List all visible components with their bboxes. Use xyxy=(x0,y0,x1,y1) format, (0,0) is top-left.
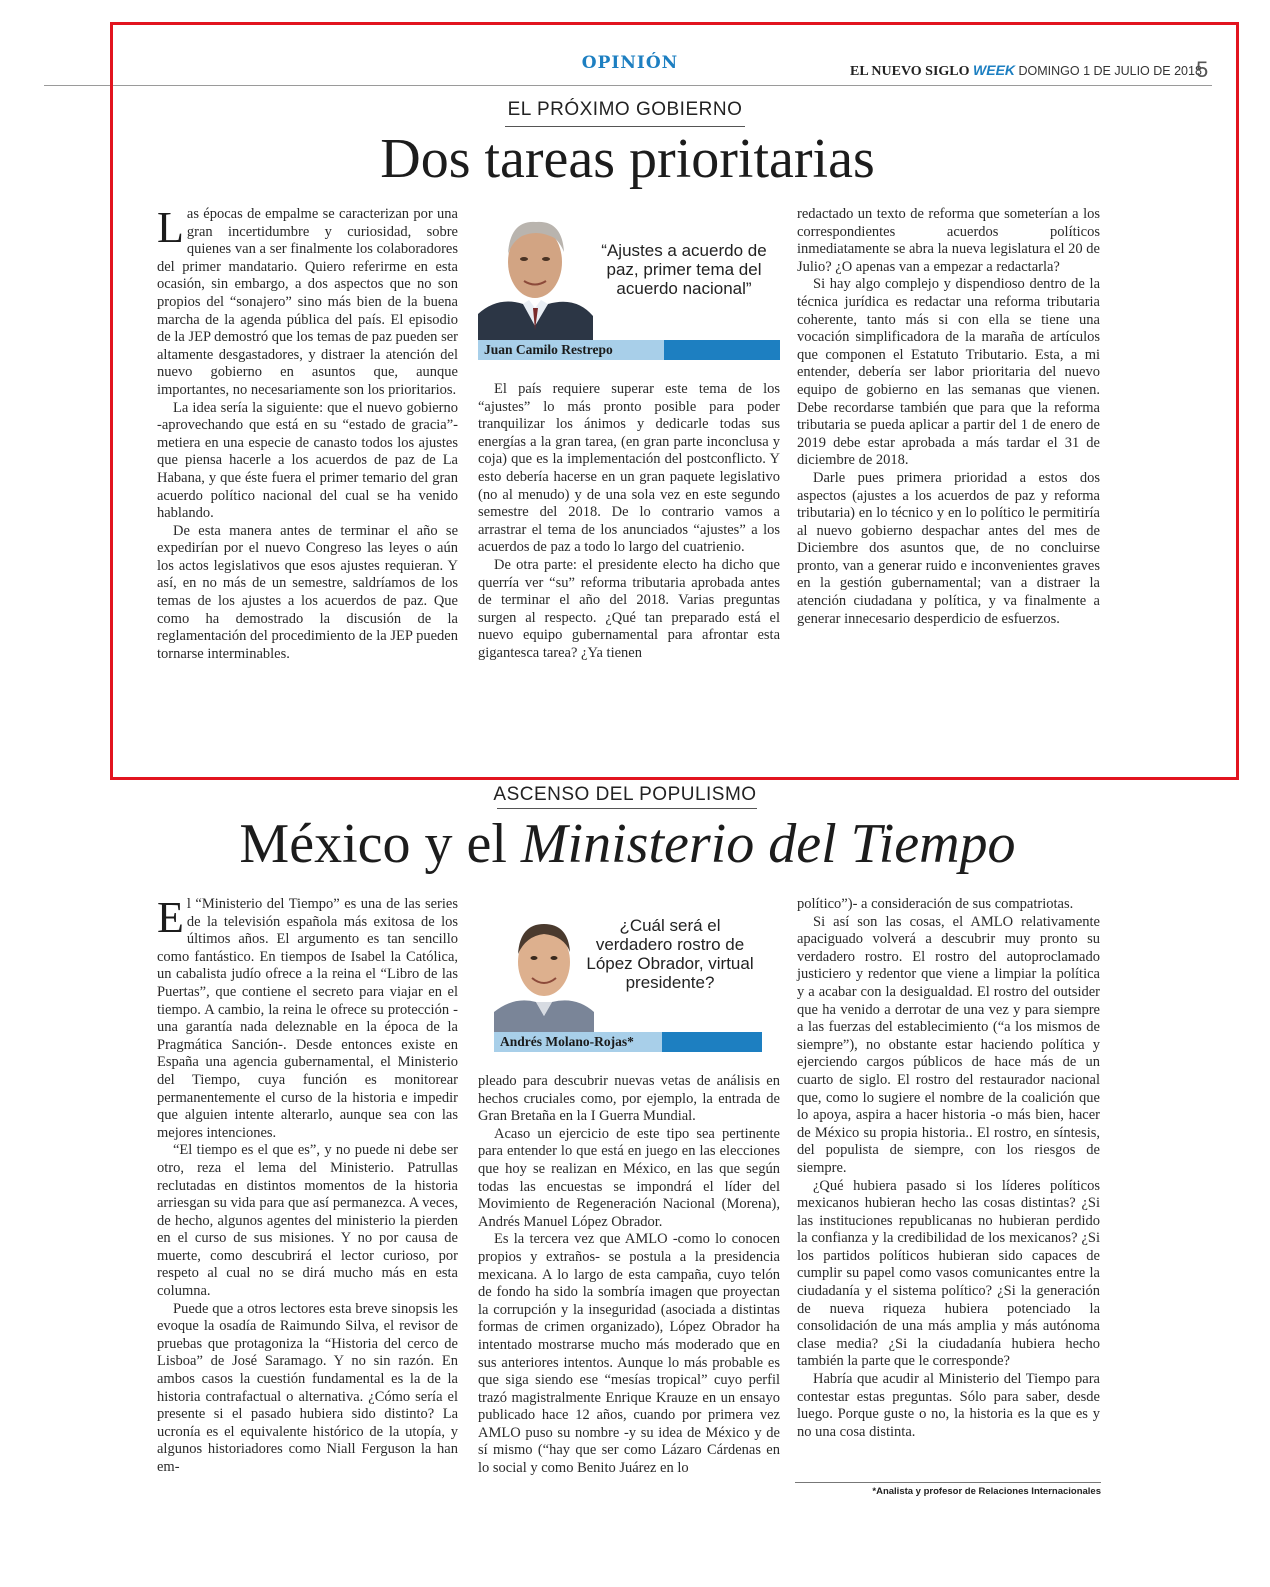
article2-headline xyxy=(140,812,1115,876)
paragraph: De esta manera antes de terminar el año se expedirían por el nuevo Congreso las leyes o aún los actos legislativos que esos ajustes requieran. Y así, en no más de un semestre, saldríamos de los temas de los ajustes a los acuerdos de paz. Que como ha demostrado la discusión de la reglamentación del procedimiento de la JEP pueden tornarse interminables. xyxy=(157,522,458,662)
article2-column-2 xyxy=(478,1073,780,1478)
article2-pull-quote: ¿Cuál será el verdadero rostro de López Obrador, virtual presidente? xyxy=(586,916,754,992)
paragraph: Acaso un ejercicio de este tipo sea pertinente para entender lo que está en juego en las elecciones que hoy se realizan en México, en las que según todas las encuestas se impondrá el líder del Movimiento de Regeneración Nacional (Morena), Andrés Manuel López Obrador. xyxy=(478,1125,780,1230)
article1-column-2 xyxy=(478,381,780,663)
paragraph: Si hay algo complejo y dispendioso dentro de la técnica jurídica es redactar una reforma tributaria coherente, tanto más si con ella se tiene una vocación simplificadora de la maraña de artículos que componen el Estatuto Tributario. Esta, a mi entender, debería ser labor prioritaria del nuevo equipo de gobierno en las semanas que vienen. Debe recordarse también que para que la reforma tributaria se pueda aplicar a partir del 1 de enero de 2019 debe estar aprobada a más tardar el 31 de diciembre de 2018. xyxy=(797,276,1100,469)
author-name: Juan Camilo Restrepo xyxy=(478,340,664,360)
footnote-rule xyxy=(795,1482,1101,1483)
author-photo xyxy=(494,900,594,1035)
article2-column-3 xyxy=(797,896,1100,1441)
headline-italic: Ministerio del Tiempo xyxy=(520,813,1016,875)
paragraph: ¿Qué hubiera pasado si los líderes políticos mexicanos hubieran hecho las cosas distintas? ¿Si las instituciones republicanas no hubieran perdido la confianza y la credibilidad de los mexicanos? ¿Si los partidos políticos hubieran sido capaces de cumplir su papel como vasos comunicantes entre la ciudadanía y el sistema político? ¿Si la generación de nueva riqueza hubiera potenciado la consolidación de una más amplia y más autónoma clase media? ¿Si la ciudadanía hubiera hecho también la parte que le corresponde? xyxy=(797,1177,1100,1370)
paragraph: político”)- a consideración de sus compatriotas. xyxy=(797,896,1074,912)
dropcap: E xyxy=(157,893,184,942)
headline-plain: México y el xyxy=(239,813,521,875)
paragraph: Darle pues primera prioridad a estos dos aspectos (ajustes a los acuerdos de paz y reforma tributaria) en lo técnico y en lo político le permitiría al nuevo gobierno despachar antes del mes de Diciembre dos asuntos que, de no concluirse pronto, van a generar ruido e inconvenientes graves en la gestión gubernamental; van a distraer la atención ciudadana y política, y va finalmente a generar innecesario desperdicio de esfuerzos. xyxy=(797,469,1100,627)
paragraph: Puede que a otros lectores esta breve sinopsis les evoque la osadía de Raimundo Silva, el revisor de pruebas que protagoniza la “Historia del cerco de Lisboa” de José Saramago. Y no sin razón. En ambos casos la cuestión fundamental es la de la historia contrafactual o alternativa. ¿Cómo sería el presente si el pasado hubiera sido distinto? La ucronía es el equivalente histórico de la utopía, y algunos historiadores como Niall Ferguson la han em- xyxy=(157,1300,458,1475)
author-name: Andrés Molano-Rojas* xyxy=(494,1032,662,1052)
article1-column-1 xyxy=(157,203,458,663)
dropcap: L xyxy=(157,203,184,252)
section-label: OPINIÓN xyxy=(581,53,679,73)
paragraph: as épocas de empalme se caracterizan por una gran incertidumbre y curiosidad, sobre quienes van a ser finalmente los colaboradores del primer mandatario. Quiero referirme en esta ocasión, sin embargo, a dos aspectos que no son propios del “sonajero” sino más bien de la buena marcha de la agenda pública del país. El episodio de la JEP demostró que los temas de paz pueden ser altamente desgastadores, y distraer la atención del nuevo gobierno en asuntos que, aunque importantes, no necesariamente son los prioritarios. xyxy=(157,206,458,398)
paragraph: l “Ministerio del Tiempo” es una de las series de la televisión española más exitosa de los últimos años. El argumento es tan sencillo como fantástico. En tiempos de Isabel la Católica, un cabalista judío ofrece a la reina el “Libro de las Puertas”, que contiene el secreto para viajar en el tiempo. A cambio, la reina le ofrece su protección -una garantía nada deleznable en la época de la Pragmática Sanción-. Desde entonces existe en España una agencia gubernamental, el Ministerio del Tiempo, cuya función es monitorear permanentemente el curso de la historia e impedir que alguien intente alterarlo, aunque sea con las mejores intenciones. xyxy=(157,896,458,1141)
paragraph: Habría que acudir al Ministerio del Tiempo para contestar estas preguntas. Sólo para saber, desde luego. Porque guste o no, la historia es la que es y no una cosa distinta. xyxy=(797,1371,1100,1440)
article1-headline: Dos tareas prioritarias xyxy=(380,128,875,190)
publication-name: EL NUEVO SIGLO xyxy=(850,64,970,79)
paragraph: redactado un texto de reforma que someterían a los correspondientes acuerdos políticos inmediatamente se abra la nueva legislatura el 20 de Julio? ¿O apenas van a empezar a redactarla? xyxy=(797,206,1100,275)
article1-pull-box xyxy=(478,204,780,364)
paragraph: La idea sería la siguiente: que el nuevo gobierno -aprovechando que está en su “estado de gracia”- metiera en una especie de canasto todos los ajustes que piensa hacerle a los acuerdos de paz de La Habana, y que éste fuera el primer temario del gran acuerdo político nacional del cual se ha venido hablando. xyxy=(157,399,458,522)
author-bar xyxy=(662,1032,762,1052)
author-photo xyxy=(478,204,593,342)
paragraph: De otra parte: el presidente electo ha dicho que querría ver “su” reforma tributaria aprobada antes de terminar el año del 2018. Varias preguntas surgen al respecto. ¿Qué tan preparado está el nuevo equipo gubernamental para afrontar esta gigantesca tarea? ¿Ya tienen xyxy=(478,556,780,661)
paragraph: “El tiempo es el que es”, y no puede ni debe ser otro, reza el lema del Ministerio. Patrullas reclutadas en distintos momentos de la historia arriesgan su vida para que así permanezca. A veces, de hecho, algunos agentes del ministerio la pierden en el curso de sus misiones. Y no por causa de muerte, como descubrirá el lector curioso, por respeto al cual no se dirá mucho más en esta columna. xyxy=(157,1142,458,1300)
article2-pull-box xyxy=(494,900,762,1055)
article1-pull-quote: “Ajustes a acuerdo de paz, primer tema del acuerdo nacional” xyxy=(601,241,767,298)
author-footnote: *Analista y profesor de Relaciones Internacionales xyxy=(872,1486,1101,1497)
article1-kicker: EL PRÓXIMO GOBIERNO xyxy=(507,99,743,120)
paragraph: Es la tercera vez que AMLO -como lo conocen propios y extraños- se postula a la presidencia mexicana. A lo largo de esta campaña, cuyo telón de fondo ha sido la sombría imagen que proyectan la corrupción y la inseguridad (asociada a distintas formas de crimen organizado), López Obrador ha intentado mostrarse mucho más moderado que en sus anteriores intentos. Aunque lo más probable es que siga siendo ese “mesías tropical” cuyo perfil trazó magistralmente Enrique Krauze en un ensayo publicado hace 12 años, cuando por primera vez AMLO puso su nombre -y su idea de México y de sí mismo (“hay que ser como Lázaro Cárdenas en lo social y como Benito Juárez en lo xyxy=(478,1231,780,1477)
paragraph: El país requiere superar este tema de los “ajustes” lo más pronto posible para poder tranquilizar los ánimos y dedicarle todas sus energías a la gran tarea, (en gran parte inconclusa y coja) que es la implementación del postconflicto. Y esto debería hacerse en un gran paquete legislativo (no al menudo) y de una sola vez en este segundo semestre del 2018. De lo contrario vamos a arrastrar el tema de los anunciados “ajustes” a los acuerdos de paz a todo lo largo del cuatrienio. xyxy=(478,381,780,556)
article1-column-3 xyxy=(797,206,1100,628)
paragraph: pleado para descubrir nuevas vetas de análisis en hechos cruciales como, por ejemplo, la entrada de Gran Bretaña en la I Guerra Mundial. xyxy=(478,1073,780,1125)
article2-kicker-rule xyxy=(497,808,757,809)
article2-kicker: ASCENSO DEL POPULISMO xyxy=(493,784,757,805)
paragraph: Si así son las cosas, el AMLO relativamente apaciguado volverá a descubrir muy pronto su verdadero rostro. El rostro del autoproclamado justiciero y redentor que viene a limpiar la política y a acabar con la desigualdad. El rostro del outsider que ha venido a derrotar de una vez y para siempre a las fuerzas del establecimiento (“a los mismos de siempre”), no obstante estar haciendo política y ejerciendo cargos públicos de hace más de un cuarto de siglo. El rostro del restaurador nacional que, como lo sugiere el nombre de la coalición que lo apoya, aspira a hacer historia -o más bien, hacer de México su propia historia.. El rostro, en síntesis, del populista de siempre, con los riesgos de siempre. xyxy=(797,913,1100,1176)
author-bar xyxy=(664,340,780,360)
page-number: 5 xyxy=(1196,57,1209,82)
article2-column-1 xyxy=(157,893,458,1477)
edition-name: WEEK xyxy=(973,62,1016,78)
issue-date: DOMINGO 1 DE JULIO DE 2018 xyxy=(1018,64,1202,78)
